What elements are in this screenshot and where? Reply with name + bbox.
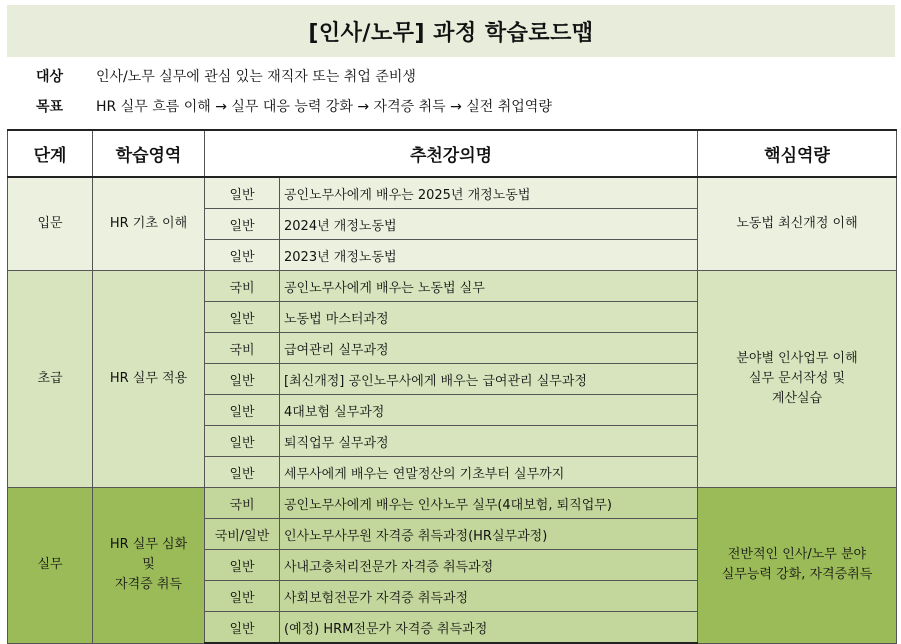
roadmap-table <box>7 129 897 644</box>
table-row <box>8 488 897 519</box>
course-name-cell: 급여관리 실무과정 <box>280 333 698 364</box>
course-type-cell: 일반 <box>205 395 280 426</box>
header-area: 학습영역 <box>93 130 205 177</box>
area-cell: HR 실무 적용 <box>93 271 205 488</box>
table-body <box>8 177 897 643</box>
course-name-cell: 인사노무사무원 자격증 취득과정(HR실무과정) <box>280 519 698 550</box>
title-bar <box>7 5 895 57</box>
area-cell: HR 실무 심화 및 자격증 취득 <box>93 488 205 644</box>
course-name-cell: 2023년 개정노동법 <box>280 240 698 271</box>
course-name-cell: [최신개정] 공인노무사에게 배우는 급여관리 실무과정 <box>280 364 698 395</box>
course-name-cell: 2024년 개정노동법 <box>280 209 698 240</box>
competency-cell: 분야별 인사업무 이해 실무 문서작성 및 계산실습 <box>698 271 897 488</box>
course-type-cell: 일반 <box>205 177 280 209</box>
target-text: 인사/노무 실무에 관심 있는 재직자 또는 취업 준비생 <box>96 69 416 85</box>
goal-label: 목표 <box>36 99 64 115</box>
course-type-cell: 일반 <box>205 581 280 612</box>
stage-cell: 실무 <box>8 488 93 644</box>
table-row <box>8 271 897 302</box>
course-type-cell: 일반 <box>205 209 280 240</box>
course-name-cell: 사회보험전문가 자격증 취득과정 <box>280 581 698 612</box>
course-type-cell: 일반 <box>205 240 280 271</box>
course-type-cell: 국비 <box>205 333 280 364</box>
header-competency: 핵심역량 <box>698 130 897 177</box>
course-type-cell: 일반 <box>205 457 280 488</box>
course-name-cell: 노동법 마스터과정 <box>280 302 698 333</box>
course-type-cell: 일반 <box>205 364 280 395</box>
course-name-cell: (예정) HRM전문가 자격증 취득과정 <box>280 612 698 644</box>
stage-cell: 초급 <box>8 271 93 488</box>
header-course: 추천강의명 <box>205 130 698 177</box>
course-name-cell: 4대보험 실무과정 <box>280 395 698 426</box>
target-label: 대상 <box>36 69 64 85</box>
course-type-cell: 국비 <box>205 271 280 302</box>
course-type-cell: 국비 <box>205 488 280 519</box>
course-name-cell: 공인노무사에게 배우는 노동법 실무 <box>280 271 698 302</box>
goal-text: HR 실무 흐름 이해 → 실무 대응 능력 강화 → 자격증 취득 → 실전 취업역량 <box>96 99 552 115</box>
course-type-cell: 일반 <box>205 550 280 581</box>
course-type-cell: 일반 <box>205 302 280 333</box>
course-name-cell: 공인노무사에게 배우는 2025년 개정노동법 <box>280 177 698 209</box>
course-type-cell: 일반 <box>205 612 280 644</box>
course-name-cell: 퇴직업무 실무과정 <box>280 426 698 457</box>
course-type-cell: 국비/일반 <box>205 519 280 550</box>
table-row <box>8 177 897 209</box>
competency-cell: 전반적인 인사/노무 분야 실무능력 강화, 자격증취득 <box>698 488 897 644</box>
goal-row <box>36 96 552 116</box>
course-name-cell: 세무사에게 배우는 연말정산의 기초부터 실무까지 <box>280 457 698 488</box>
competency-cell: 노동법 최신개정 이해 <box>698 177 897 271</box>
course-name-cell: 사내고충처리전문가 자격증 취득과정 <box>280 550 698 581</box>
page-title: [인사/노무] 과정 학습로드맵 <box>308 20 594 46</box>
stage-cell: 입문 <box>8 177 93 271</box>
area-cell: HR 기초 이해 <box>93 177 205 271</box>
course-name-cell: 공인노무사에게 배우는 인사노무 실무(4대보험, 퇴직업무) <box>280 488 698 519</box>
target-row <box>36 66 416 86</box>
table-header-row <box>8 130 897 177</box>
header-stage: 단계 <box>8 130 93 177</box>
course-type-cell: 일반 <box>205 426 280 457</box>
